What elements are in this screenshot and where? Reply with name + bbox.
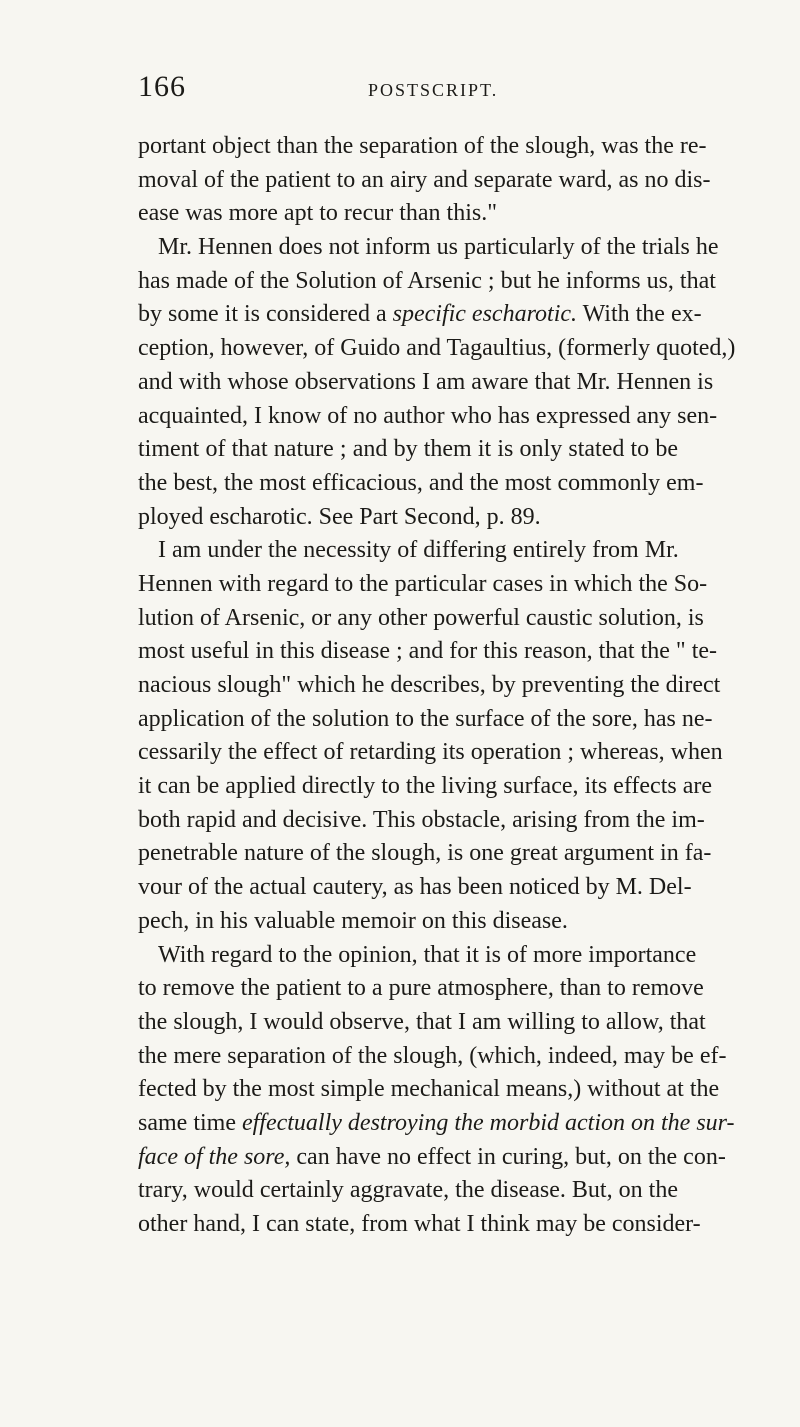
text-line: the best, the most efficacious, and the most commonly em- (138, 469, 704, 496)
text-line: application of the solution to the surface of the sore, has ne- (138, 705, 713, 732)
text-line: nacious slough" which he describes, by preventing the direct (138, 672, 721, 698)
text-line: both rapid and decisive. This obstacle, arising from the im- (138, 806, 705, 833)
text-line (138, 298, 702, 332)
text-line: trary, would certainly aggravate, the disease. But, on the (138, 1177, 678, 1204)
text-line: and with whose observations I am aware that Mr. Hennen is (138, 368, 714, 395)
text-line: other hand, I can state, from what I think may be consider- (138, 1211, 701, 1237)
text-line: ployed escharotic. See Part Second, p. 89. (138, 503, 541, 530)
text-line: With regard to the opinion, that it is of more importance (158, 941, 697, 968)
text-span: same time (138, 1109, 236, 1136)
text-line: vour of the actual cautery, as has been noticed by M. Del- (138, 874, 692, 901)
text-line: it can be applied directly to the living surface, its effects are (138, 773, 712, 800)
text-line (138, 1141, 726, 1175)
text-line: to remove the patient to a pure atmosphere, than to remove (138, 975, 704, 1002)
text-line: most useful in this disease ; and for this reason, that the " te- (138, 638, 718, 665)
italic-phrase: specific escharotic. (392, 301, 578, 328)
text-line: acquainted, I know of no author who has expressed any sen- (138, 402, 718, 429)
text-line: pech, in his valuable memoir on this disease. (138, 907, 568, 934)
text-span: With the ex- (582, 301, 702, 328)
text-line: fected by the most simple mechanical means,) without at the (138, 1076, 720, 1103)
body-text (138, 130, 736, 1242)
italic-phrase: face of the sore, (138, 1143, 291, 1170)
text-line (138, 1107, 735, 1141)
text-span: by some it is considered a (138, 301, 387, 328)
text-line: cessarily the effect of retarding its operation ; whereas, when (138, 739, 723, 766)
text-line: penetrable nature of the slough, is one great argument in fa- (138, 840, 712, 867)
text-line: Mr. Hennen does not inform us particularly of the trials he (158, 234, 719, 261)
page-number: 166 (138, 70, 186, 103)
italic-phrase: effectually destroying the morbid action on the sur- (241, 1109, 735, 1136)
text-span: can have no effect in curing, but, on the con- (296, 1143, 726, 1170)
text-line: the mere separation of the slough, (which, indeed, may be ef- (138, 1042, 727, 1069)
running-title: POSTSCRIPT. (368, 80, 499, 100)
text-line: timent of that nature ; and by them it is only stated to be (138, 436, 678, 463)
text-line: the slough, I would observe, that I am willing to allow, that (138, 1008, 706, 1035)
text-line: portant object than the separation of the slough, was the re- (138, 133, 707, 159)
text-line: I am under the necessity of differing entirely from Mr. (158, 537, 679, 564)
running-head (138, 70, 678, 110)
text-line: ease was more apt to recur than this." (138, 200, 498, 227)
text-line: moval of the patient to an airy and separate ward, as no dis- (138, 166, 711, 193)
text-line: Hennen with regard to the particular cases in which the So- (138, 570, 708, 597)
text-line: lution of Arsenic, or any other powerful caustic solution, is (138, 604, 704, 631)
text-line: ception, however, of Guido and Tagaultius, (formerly quoted,) (138, 335, 736, 362)
text-line: has made of the Solution of Arsenic ; but he informs us, that (138, 267, 716, 294)
